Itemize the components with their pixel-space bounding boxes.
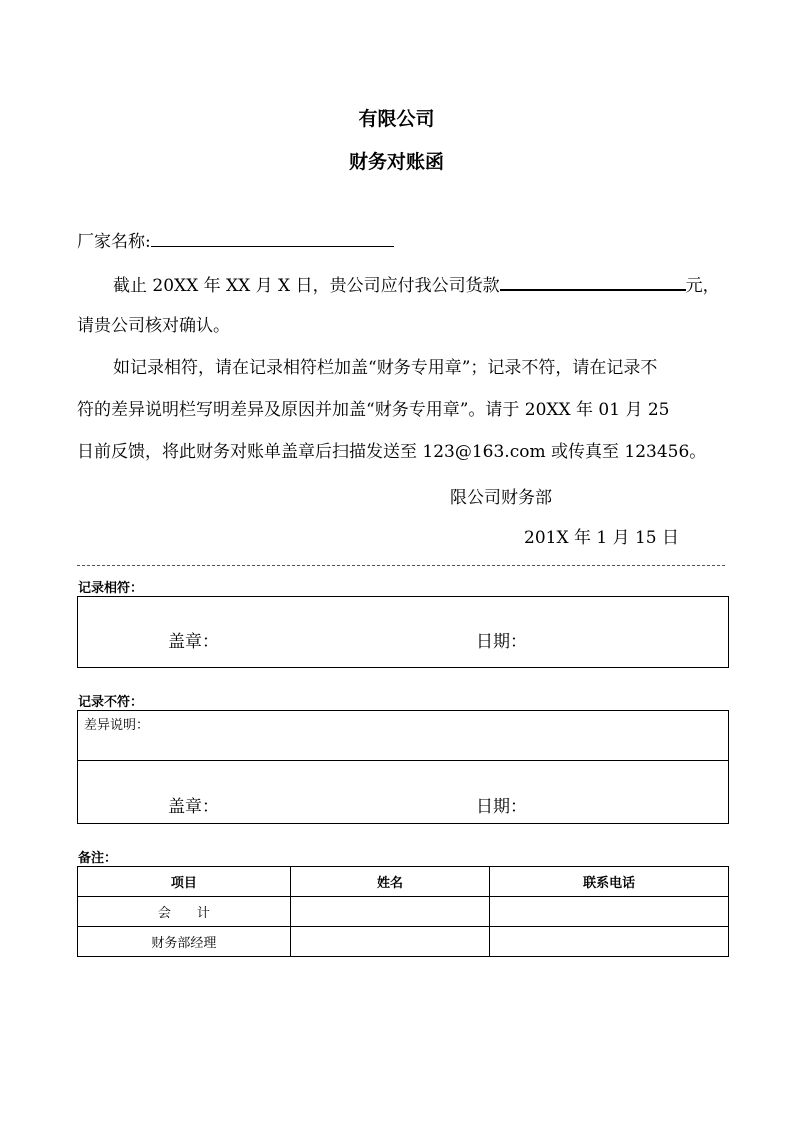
vendor-name-blank[interactable] <box>151 232 394 247</box>
cut-line <box>77 565 725 566</box>
mismatch-seal-box[interactable] <box>77 760 729 824</box>
row-phone-cell[interactable] <box>490 927 729 957</box>
mismatch-seal-label: 盖章： <box>168 797 219 817</box>
match-seal-label: 盖章： <box>168 632 219 652</box>
match-box[interactable] <box>77 596 729 668</box>
vendor-line <box>77 232 394 252</box>
row-name-cell[interactable] <box>290 897 490 927</box>
table-header-row <box>78 867 729 897</box>
row-name-cell[interactable] <box>290 927 490 957</box>
table-row <box>78 927 729 957</box>
diff-description-box[interactable] <box>77 710 729 761</box>
header-item: 项目 <box>78 867 291 897</box>
row-item-finance-manager: 财务部经理 <box>78 927 291 957</box>
paragraph-1-text: 截止 20XX 年 XX 月 X 日，贵公司应付我公司货款 <box>113 276 500 296</box>
header-phone: 联系电话 <box>490 867 729 897</box>
header-name: 姓名 <box>290 867 490 897</box>
remarks-table <box>77 866 729 957</box>
document-title: 财务对账函 <box>348 151 444 173</box>
remarks-label: 备注： <box>78 851 118 866</box>
company-name: 有限公司 <box>358 108 435 130</box>
match-section-label: 记录相符： <box>78 581 144 596</box>
table-row <box>78 897 729 927</box>
row-item-accountant: 会 计 <box>78 897 291 927</box>
amount-blank[interactable] <box>500 275 686 291</box>
diff-description-label: 差异说明： <box>84 718 150 733</box>
letter-date: 201X 年 1 月 15 日 <box>524 528 680 548</box>
paragraph-1-line-2: 请贵公司核对确认。 <box>77 316 230 336</box>
row-phone-cell[interactable] <box>490 897 729 927</box>
amount-unit: 元， <box>685 276 720 296</box>
mismatch-section-label: 记录不符： <box>78 695 144 710</box>
paragraph-1-line-1 <box>113 275 720 296</box>
match-date-label: 日期： <box>476 632 527 652</box>
signoff-department: 限公司财务部 <box>450 488 552 508</box>
vendor-label: 厂家名称: <box>77 232 151 252</box>
paragraph-2-line-2: 符的差异说明栏写明差异及原因并加盖“财务专用章”。请于 20XX 年 01 月 25 <box>77 400 670 420</box>
paragraph-2-line-1: 如记录相符，请在记录相符栏加盖“财务专用章”；记录不符，请在记录不 <box>113 358 658 378</box>
paragraph-2-line-3: 日前反馈，将此财务对账单盖章后扫描发送至 123@163.com 或传真至 123456。 <box>77 442 707 462</box>
mismatch-date-label: 日期： <box>476 797 527 817</box>
